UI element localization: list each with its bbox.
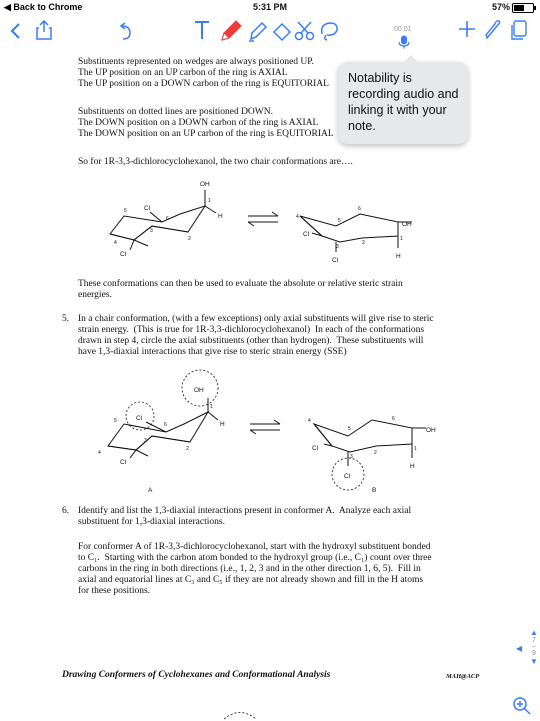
total-pages: 9 (532, 650, 536, 657)
label-cl-3: Cl (303, 231, 310, 238)
label-cl-2: Cl (120, 251, 127, 258)
para4-line2: energies. (78, 290, 112, 300)
page-navigator[interactable] (528, 628, 540, 668)
add-icon[interactable] (458, 20, 476, 38)
text-tool-icon[interactable] (194, 20, 210, 40)
share-icon[interactable] (36, 20, 52, 40)
para4-line1: These conformations can then be used to evaluate the absolute or relative steric strain (78, 279, 403, 289)
para7-line4: axial and equatorial lines at C₃ and C₅ if they are not already shown and fill in the H atoms (78, 575, 424, 585)
item5-line1: In a chair conformation, (with a few exceptions) only axial substituents will give rise to steric (78, 314, 434, 324)
num-3d: 3 (350, 454, 353, 460)
num-3c: 3 (144, 438, 147, 444)
num-4c: 4 (98, 450, 101, 456)
num-4a: 4 (114, 240, 117, 246)
back-icon[interactable] (10, 22, 22, 40)
label-cl-8: Cl (344, 473, 351, 480)
num-1a: 1 (208, 198, 211, 204)
num-3a: 3 (150, 228, 153, 234)
current-page: 7 (532, 637, 536, 644)
num-4b: 4 (296, 214, 299, 220)
item6-line1: Identify and list the 1,3-diaxial interactions present in conformer A. Analyze each axial (78, 506, 412, 516)
label-oh-4: OH (426, 427, 436, 434)
highlighter-icon[interactable] (248, 20, 268, 42)
num-5c: 5 (114, 418, 117, 424)
num-2b: 2 (362, 240, 365, 246)
pencil-icon[interactable] (218, 18, 244, 44)
item5-line3: drawn in step 4, circle the axial substituents (other than hydrogen). These substituents will (78, 336, 424, 346)
num-6b: 6 (358, 206, 361, 212)
recording-tooltip[interactable]: Notability is recording audio and linking it with your note. (338, 62, 468, 144)
num-5d: 5 (348, 426, 351, 432)
item5-line2: strain energy. (This is true for 1R-3,3-dichlorocyclohexanol) In each of the conformations (78, 325, 425, 335)
label-cl-6: Cl (120, 459, 127, 466)
label-cl-4: Cl (332, 257, 339, 264)
label-h-4: H (410, 463, 415, 470)
num-5b: 5 (338, 218, 341, 224)
label-oh-2: OH (402, 221, 412, 228)
para2-line3: The DOWN position on an UP carbon of the ring is EQUITORIAL (78, 129, 334, 139)
para7-line2: to C₁. Starting with the carbon atom bonded to the hydroxyl group (i.e., C₁) count over three (78, 553, 432, 563)
undo-icon[interactable] (118, 22, 132, 40)
battery-icon (512, 3, 534, 13)
label-conformer-a: A (148, 487, 153, 494)
page-separator-icon: – (532, 644, 536, 650)
para1-line1: Substituents represented on wedges are always positioned UP. (78, 57, 314, 67)
para3: So for 1R-3,3-dichlorocyclohexanol, the two chair conformations are…. (78, 157, 353, 167)
footer-title: Drawing Conformers of Cyclohexanes and Conformational Analysis (62, 670, 331, 680)
label-h-3: H (220, 421, 225, 428)
recording-time: 00:01 (394, 26, 412, 33)
battery-percent: 57% (491, 2, 510, 12)
label-h-2: H (396, 253, 401, 260)
num-2a: 2 (188, 236, 191, 242)
para7-line1: For conformer A of 1R-3,3-dichlorocyclohexanol, start with the hydroxyl substituent bonded (78, 542, 431, 552)
para7-line5: for these positions. (78, 586, 151, 596)
num-1d: 1 (414, 446, 417, 452)
status-bar (0, 0, 540, 14)
page-left-icon[interactable]: ◀ (516, 644, 523, 653)
page-down-icon[interactable]: ▼ (530, 657, 538, 666)
footer-initials: MAH@ACP (446, 673, 480, 680)
para2-line2: The DOWN position on a DOWN carbon of the ring is AXIAL (78, 118, 319, 128)
label-cl-7: Cl (312, 445, 319, 452)
zoom-icon[interactable] (512, 696, 532, 716)
chair-conformations-diagram-2 (80, 364, 450, 494)
num-6a: 6 (166, 216, 169, 222)
num-1c: 1 (210, 404, 213, 410)
toolbar (0, 14, 540, 48)
label-h-1: H (218, 213, 223, 220)
clock: 5:31 PM (252, 2, 287, 12)
label-cl-1: Cl (144, 205, 151, 212)
item6-number: 6. (62, 506, 70, 516)
scissors-icon[interactable] (294, 20, 316, 42)
eraser-icon[interactable] (272, 20, 292, 42)
label-oh-3: OH (194, 387, 204, 394)
back-to-chrome-label: Back to Chrome (13, 2, 83, 12)
num-3b: 3 (336, 244, 339, 250)
num-2c: 2 (186, 446, 189, 452)
item5-number: 5. (62, 314, 70, 324)
label-oh-1: OH (200, 181, 210, 188)
battery-fill (514, 5, 524, 11)
note-page[interactable] (0, 48, 540, 720)
num-1b: 1 (400, 236, 403, 242)
lasso-icon[interactable] (318, 20, 340, 42)
num-6d: 6 (392, 416, 395, 422)
chair-conformations-diagram-1 (100, 176, 440, 266)
para1-line3: The UP position on a DOWN carbon of the ring is EQUITORIAL (78, 79, 329, 89)
page-up-icon[interactable]: ▲ (530, 628, 538, 637)
microphone-icon[interactable] (398, 35, 410, 49)
num-2d: 2 (374, 450, 377, 456)
num-5a: 5 (124, 208, 127, 214)
pages-icon[interactable] (510, 20, 528, 40)
para2-line1: Substituents on dotted lines are positioned DOWN. (78, 107, 273, 117)
next-page-dashed-circle (220, 708, 260, 720)
para7-line3: carbons in the ring in both directions (i.e., 1, 2, 3 and in the other direction 1, 6, 5). Fill in (78, 564, 421, 574)
back-to-chrome-link[interactable]: ◀ Back to Chrome (4, 2, 83, 12)
num-4d: 4 (308, 418, 311, 424)
item5-line4: have 1,3-diaxial interactions that give rise to steric strain energy (SSE) (78, 347, 347, 357)
tools-icon[interactable] (484, 20, 502, 40)
item6-line2: substituent for 1,3-diaxial interactions. (78, 517, 225, 527)
num-6c: 6 (164, 422, 167, 428)
para1-line2: The UP position on an UP carbon of the ring is AXIAL (78, 68, 288, 78)
label-cl-5: Cl (136, 415, 143, 422)
label-conformer-b: B (372, 487, 377, 494)
